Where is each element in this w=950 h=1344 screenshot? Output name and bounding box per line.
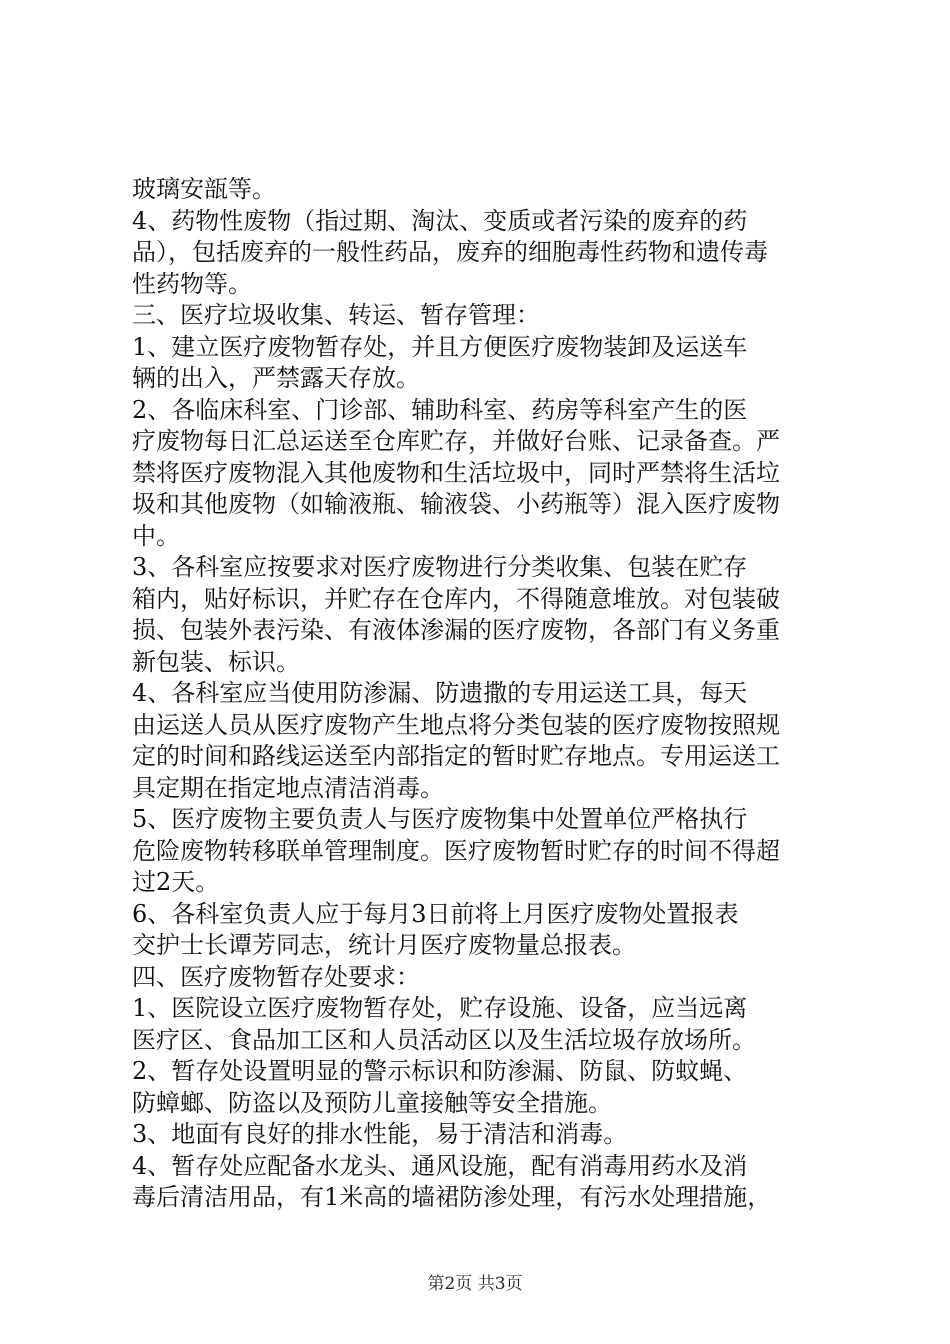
text-line: 品），包括废弃的一般性药品，废弃的细胞毒性药物和遗传毒 — [132, 238, 768, 266]
text-line: 箱内，贴好标识，并贮存在仓库内，不得随意堆放。对包装破 — [132, 584, 780, 613]
text-line: 6、各科室负责人应于每月3日前将上月医疗废物处置报表 — [132, 899, 739, 928]
text-line: 5、医疗废物主要负责人与医疗废物集中处置单位严格执行 — [132, 805, 748, 833]
text-line: 2、暂存处设置明显的警示标识和防渗漏、防鼠、防蚊蝇、 — [132, 1057, 748, 1085]
text-line: 危险废物转移联单管理制度。医疗废物暂时贮存的时间不得超 — [132, 836, 780, 865]
text-line: 性药物等。 — [132, 269, 252, 298]
text-line: 圾和其他废物（如输液瓶、输液袋、小药瓶等）混入医疗废物 — [132, 490, 780, 518]
text-line: 玻璃安瓿等。 — [132, 175, 276, 203]
text-line: 毒后清洁用品，有1米高的墙裙防渗处理，有污水处理措施， — [132, 1183, 772, 1211]
text-line: 交护士长谭芳同志，统计月医疗废物量总报表。 — [132, 931, 636, 959]
text-line: 4、各科室应当使用防渗漏、防遗撒的专用运送工具，每天 — [132, 679, 748, 707]
text-line: 四、医疗废物暂存处要求： — [132, 962, 420, 991]
text-line: 防蟑螂、防盗以及预防儿童接触等安全措施。 — [132, 1088, 612, 1117]
page-footer: 第2页 共3页 — [427, 1274, 523, 1294]
text-line: 过2天。 — [132, 868, 220, 896]
text-line: 禁将医疗废物混入其他废物和生活垃圾中，同时严禁将生活垃 — [132, 458, 780, 487]
text-line: 3、地面有良好的排水性能，易于清洁和消毒。 — [132, 1120, 628, 1148]
text-line: 辆的出入，严禁露天存放。 — [132, 364, 420, 392]
text-line: 新包装、标识。 — [132, 647, 300, 676]
text-line: 1、建立医疗废物暂存处，并且方便医疗废物装卸及运送车 — [132, 332, 748, 361]
text-line: 由运送人员从医疗废物产生地点将分类包装的医疗废物按照规 — [132, 710, 780, 739]
text-line: 医疗区、食品加工区和人员活动区以及生活垃圾存放场所。 — [132, 1025, 756, 1054]
text-line: 4、暂存处应配备水龙头、通风设施，配有消毒用药水及消 — [132, 1151, 748, 1180]
text-line: 定的时间和路线运送至内部指定的暂时贮存地点。专用运送工 — [132, 742, 780, 770]
text-line: 疗废物每日汇总运送至仓库贮存，并做好台账、记录备查。严 — [132, 427, 780, 455]
text-line: 中。 — [132, 521, 180, 550]
text-line: 损、包装外表污染、有液体渗漏的医疗废物，各部门有义务重 — [132, 616, 780, 644]
text-line: 4、药物性废物（指过期、淘汰、变质或者污染的废弃的药 — [132, 206, 748, 235]
text-line: 2、各临床科室、门诊部、辅助科室、药房等科室产生的医 — [132, 395, 748, 424]
text-line: 三、医疗垃圾收集、转运、暂存管理： — [132, 301, 540, 329]
text-line: 3、各科室应按要求对医疗废物进行分类收集、包装在贮存 — [132, 553, 748, 581]
text-line: 1、医院设立医疗废物暂存处，贮存设施、设备，应当远离 — [132, 994, 748, 1022]
text-line: 具定期在指定地点清洁消毒。 — [132, 773, 444, 802]
